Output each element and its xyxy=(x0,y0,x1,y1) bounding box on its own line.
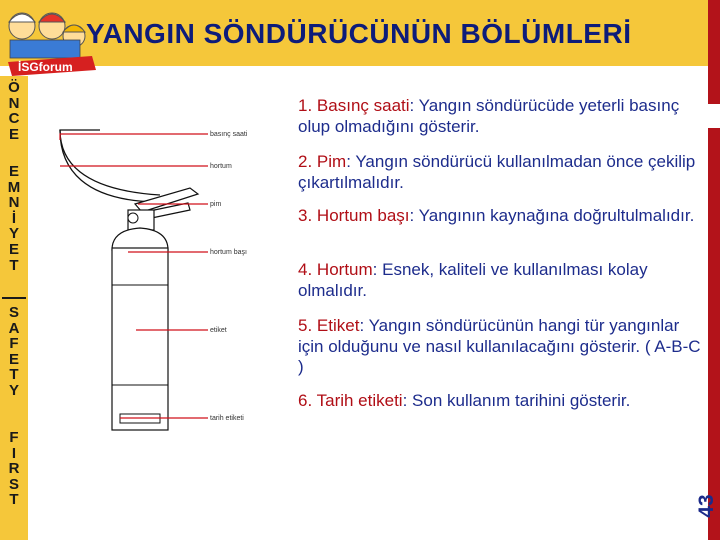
list-item: 4. Hortum: Esnek, kaliteli ve kullanılması kolay olmalıdır. xyxy=(298,260,648,300)
item-key: Basınç saati xyxy=(316,96,410,115)
item-key: Hortum xyxy=(316,260,373,279)
sidebar-word-1 xyxy=(0,80,28,142)
item-text: Son kullanım tarihini gösterir. xyxy=(412,391,631,410)
sidebar-letter: E xyxy=(8,125,19,143)
diagram-label-hortum: hortum xyxy=(210,163,232,170)
item-number: 1. xyxy=(298,96,313,115)
sidebar-word-4 xyxy=(0,430,28,508)
sidebar-letter: Ö xyxy=(8,79,20,96)
page-number: 43 xyxy=(695,494,718,518)
item-number: 3. xyxy=(298,206,313,225)
top-red-bar xyxy=(708,0,720,104)
sidebar-letter: I xyxy=(11,444,17,462)
item-number: 4. xyxy=(298,260,313,279)
sidebar-letter: N xyxy=(8,194,20,212)
sidebar-letter: C xyxy=(8,110,20,128)
sidebar-letter: S xyxy=(8,475,19,493)
item-number: 6. xyxy=(298,391,313,410)
sidebar-letter: T xyxy=(9,491,19,509)
list-item: 5. Etiket: Yangın söndürücünün hangi tür yangınlar için olduğunu ve nasıl kullanılacağını gösterir. ( A-B-C ) xyxy=(298,316,701,376)
item-key: Etiket xyxy=(316,316,360,335)
sidebar-word-text xyxy=(0,430,28,508)
sidebar-word-text xyxy=(0,80,28,142)
sidebar-letter: İ xyxy=(11,209,17,227)
list-item: 1. Basınç saati: Yangın söndürücüde yeterli basınç olup olmadığını gösterir. xyxy=(298,96,680,136)
sidebar-letter: E xyxy=(8,350,19,368)
sidebar-letter: F xyxy=(9,335,19,353)
item-text: Esnek, kaliteli ve kullanılması kolay olmalıdır. xyxy=(298,260,648,300)
item-number: 2. xyxy=(298,152,313,171)
diagram-label-hortum-basi: hortum başı xyxy=(210,249,247,256)
extinguisher-diagram xyxy=(40,100,300,440)
page-title: YANGIN SÖNDÜRÜCÜNÜN BÖLÜMLERİ xyxy=(86,18,632,49)
sidebar-letter: E xyxy=(8,163,19,180)
item-key: Tarih etiketi xyxy=(316,391,403,410)
sidebar-letter: N xyxy=(8,94,20,112)
sidebar-letter: F xyxy=(9,429,19,446)
list-item: 6. Tarih etiketi: Son kullanım tarihini gösterir. xyxy=(298,391,631,410)
item-text: Yangın söndürücüde yeterli basınç olup olmadığını gösterir. xyxy=(298,96,680,136)
sidebar-strip xyxy=(0,76,28,540)
sidebar-word-2 xyxy=(0,164,28,273)
sidebar-letter: A xyxy=(8,319,20,337)
sidebar-word-3 xyxy=(0,305,28,399)
sidebar-divider xyxy=(2,297,26,299)
item-number: 5. xyxy=(298,316,313,335)
diagram-label-basinc-saati: basınç saati xyxy=(210,131,248,138)
sidebar-letter: Y xyxy=(8,381,19,399)
list-item: 3. Hortum başı: Yangının kaynağına doğrultulmalıdır. xyxy=(298,206,695,225)
cylinder-shoulder xyxy=(112,228,168,250)
sidebar-letter: S xyxy=(8,304,19,321)
diagram-label-pim: pim xyxy=(210,201,222,208)
diagram-label-tarih-etiketi: tarih etiketi xyxy=(210,415,244,422)
item-text: Yangın söndürücünün hangi tür yangınlar için olduğunu ve nasıl kullanılacağını gösterir. ( A-B-C ) xyxy=(298,316,701,376)
item-text: Yangın söndürücü kullanılmadan önce çekilip çıkartılmalıdır. xyxy=(298,152,696,192)
sidebar-letter: T xyxy=(9,366,19,384)
sidebar-letter: E xyxy=(8,240,19,258)
sidebar-word-text xyxy=(0,305,28,399)
sidebar-letter: Y xyxy=(8,225,19,243)
item-key: Hortum başı xyxy=(316,206,410,225)
sidebar-letter: M xyxy=(7,178,21,196)
diagram-label-etiket: etiket xyxy=(210,327,227,334)
sidebar-letter: T xyxy=(9,256,19,274)
item-text: Yangının kaynağına doğrultulmalıdır. xyxy=(418,206,695,225)
hose-line xyxy=(60,130,160,195)
cylinder-body xyxy=(112,248,168,430)
list-item: 2. Pim: Yangın söndürücü kullanılmadan önce çekilip çıkartılmalıdır. xyxy=(298,152,696,192)
logo-text: İSGforum xyxy=(18,60,73,74)
sidebar-letter: R xyxy=(8,460,20,478)
item-key: Pim xyxy=(316,152,347,171)
sidebar-word-text xyxy=(0,164,28,273)
